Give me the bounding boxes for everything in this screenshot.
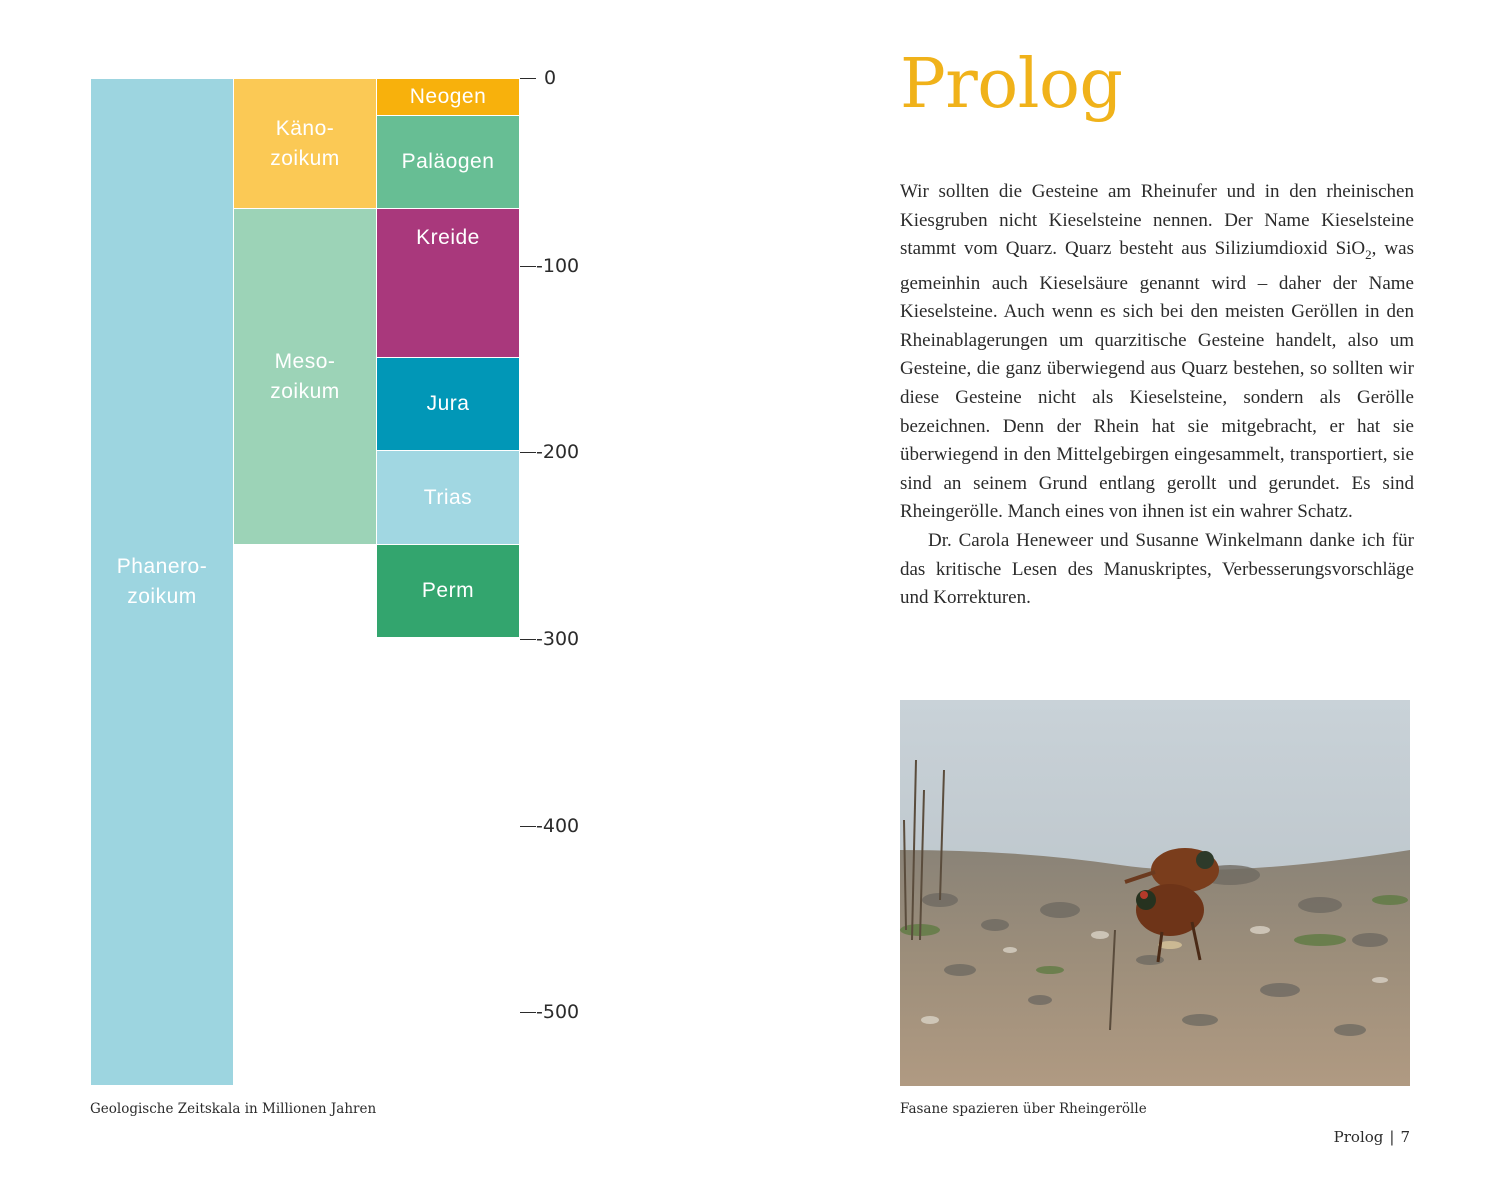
period-devon <box>376 768 520 862</box>
axis-tick <box>520 639 536 640</box>
axis-tick-label: -500 <box>536 1001 580 1023</box>
era-label: Meso- zoikum <box>270 349 340 403</box>
axis-tick <box>520 826 536 827</box>
period-ordovizium <box>376 918 520 993</box>
period-jura <box>376 357 520 451</box>
era-label: Paläo- zoikum <box>270 788 340 841</box>
eon-label: Phanero- zoikum <box>116 555 208 608</box>
page-title: Prolog <box>900 45 1123 124</box>
geologic-timescale <box>0 0 700 1200</box>
era-label: Käno- zoikum <box>270 116 340 170</box>
period-label: Kreide <box>416 226 480 249</box>
eon-phanerozoikum <box>90 78 234 1086</box>
period-kambrium <box>376 992 520 1086</box>
period-label: Karbon <box>412 655 484 678</box>
paragraph: Dr. Carola Heneweer und Susanne Winkelmann danke ich für das kritische Lesen des Manuskriptes, Verbesserungsvorschläge und Korrekturen. <box>900 529 1414 609</box>
period-kreide <box>376 208 520 358</box>
axis-tick <box>520 1012 536 1013</box>
period-palaeogen <box>376 115 520 209</box>
period-label: Kambrium <box>398 1027 498 1050</box>
period-label: Trias <box>423 485 473 509</box>
period-label: Jura <box>426 392 470 415</box>
period-karbon <box>376 637 520 769</box>
period-silur <box>376 861 520 919</box>
page-footer <box>1334 1128 1410 1146</box>
axis-tick <box>520 78 536 79</box>
pheasant-photo <box>900 700 1410 1086</box>
axis-tick <box>520 452 536 453</box>
period-label: Silur <box>425 878 471 901</box>
paragraph-text: Wir sollten die Gesteine am Rheinufer und in den rheinischen Kiesgruben nicht Kieselsteine nennen. Der Name Kieselsteine stammt vom Quarz. Quarz besteht aus Siliziumdioxid SiO <box>900 181 1414 260</box>
timescale-caption: Geologische Zeitskala in Millionen Jahren <box>90 1101 377 1117</box>
axis-tick-label: -300 <box>536 628 580 650</box>
era-kaenozoikum <box>233 78 377 209</box>
period-trias <box>376 450 520 545</box>
period-label: Devon <box>416 786 480 809</box>
article-body <box>900 178 1414 613</box>
era-palaeozoikum <box>233 544 377 1086</box>
period-label: Ordovizium <box>397 944 499 966</box>
page-number: 7 <box>1400 1128 1410 1146</box>
period-label: Neogen <box>409 85 487 108</box>
period-perm <box>376 544 520 638</box>
photo-caption: Fasane spazieren über Rheingerölle <box>900 1101 1147 1117</box>
axis-tick-label: 0 <box>544 67 557 89</box>
paragraph <box>900 178 1414 527</box>
running-head: Prolog <box>1333 1128 1384 1146</box>
axis-tick-label: -400 <box>536 815 580 837</box>
axis-tick-label: -200 <box>536 441 580 463</box>
period-label: Perm <box>421 579 475 602</box>
subscript: 2 <box>1365 246 1372 262</box>
period-neogen <box>376 78 520 116</box>
axis-tick <box>520 266 536 267</box>
footer-separator: | <box>1389 1128 1395 1146</box>
paragraph-text: , was gemeinhin auch Kieselsäure genannt wird – daher der Name Kieselsteine. Auch wenn es sich bei den meisten Geröllen in den Rheinablagerungen um quarzitische Gesteine handelt, also um Gesteine, die ganz überwiegend aus Quarz bestehen, so sollten wir diese Gesteine nicht als Kieselsteine, sondern als Gerölle bezeichnen. Denn der Rhein hat sie mitgebracht, er hat sie überwiegend in den Mittelgebirgen eingesammelt, transportiert, sie sind an seinem Grund entlang gerollt und gerundet. Es sind Rheingerölle. Manch eines von ihnen ist ein wahrer Schatz. <box>900 238 1414 523</box>
axis-tick-label: -100 <box>536 255 580 277</box>
era-mesozoikum <box>233 208 377 545</box>
period-label: Paläogen <box>401 150 495 173</box>
